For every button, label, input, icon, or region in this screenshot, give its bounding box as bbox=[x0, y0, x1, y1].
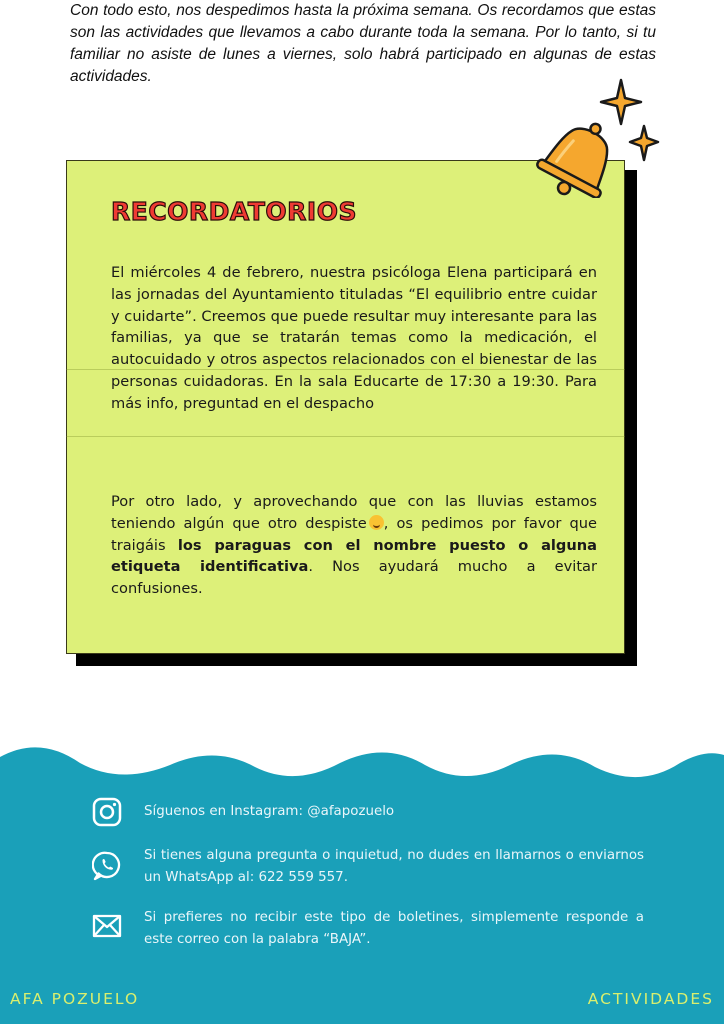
card-guide-line bbox=[66, 436, 625, 437]
footer-left-label: AFA POZUELO bbox=[10, 990, 140, 1008]
reminder-paragraph-2 bbox=[111, 491, 597, 600]
whatsapp-text: Si tienes alguna pregunta o inquietud, no dudes en llamarnos o enviarnos un WhatsApp al: 622 559 557. bbox=[144, 848, 644, 885]
mail-icon[interactable] bbox=[92, 914, 122, 938]
sparkle-icon bbox=[601, 80, 641, 124]
reminder-paragraph-1: El miércoles 4 de febrero, nuestra psicóloga Elena participará en las jornadas del Ayuntamiento tituladas “El equilibrio entre cuidar y cuidarte”. Creemos que puede resultar muy interesante para las familias, ya que se tratarán temas como la medicación, el autocuidado y otros aspectos relacionados con el bienestar de las personas cuidadoras. En la sala Educarte de 17:30 a 19:30. Para más info, preguntad en el despacho bbox=[111, 264, 597, 412]
card-title: RECORDATORIOS bbox=[111, 197, 357, 226]
whatsapp-icon[interactable] bbox=[92, 850, 122, 882]
instagram-text: Síguenos en Instagram: @afapozuelo bbox=[144, 804, 395, 819]
bell-icon bbox=[528, 76, 664, 198]
unsubscribe-text: Si prefieres no recibir este tipo de boletines, simplemente responde a este correo con la palabra “BAJA”. bbox=[144, 910, 644, 947]
footer-right-label: ACTIVIDADES bbox=[587, 990, 714, 1008]
instagram-icon[interactable] bbox=[92, 797, 122, 827]
sparkle-icon bbox=[630, 126, 658, 160]
paragraph-2-text: , os pedimos por favor que traigáis bbox=[111, 514, 597, 554]
paragraph-2-text: Por otro lado, y aprovechando que con las lluvias estamos teniendo algún que otro despiste bbox=[111, 493, 597, 532]
intro-text: Con todo esto, nos despedimos hasta la próxima semana. Os recordamos que estas son las actividades que llevamos a cabo durante toda la semana. Por lo tanto, si tu familiar no asiste de lunes a viernes, solo habrá participado en algunas de estas actividades. bbox=[70, 2, 656, 85]
paragraph-2-bold-text: los paraguas con el nombre puesto o alguna etiqueta identificativa bbox=[111, 536, 597, 576]
grinning-sweat-emoji-icon bbox=[369, 515, 384, 530]
paragraph-2-text: . Nos ayudará mucho a evitar confusiones. bbox=[111, 558, 597, 598]
